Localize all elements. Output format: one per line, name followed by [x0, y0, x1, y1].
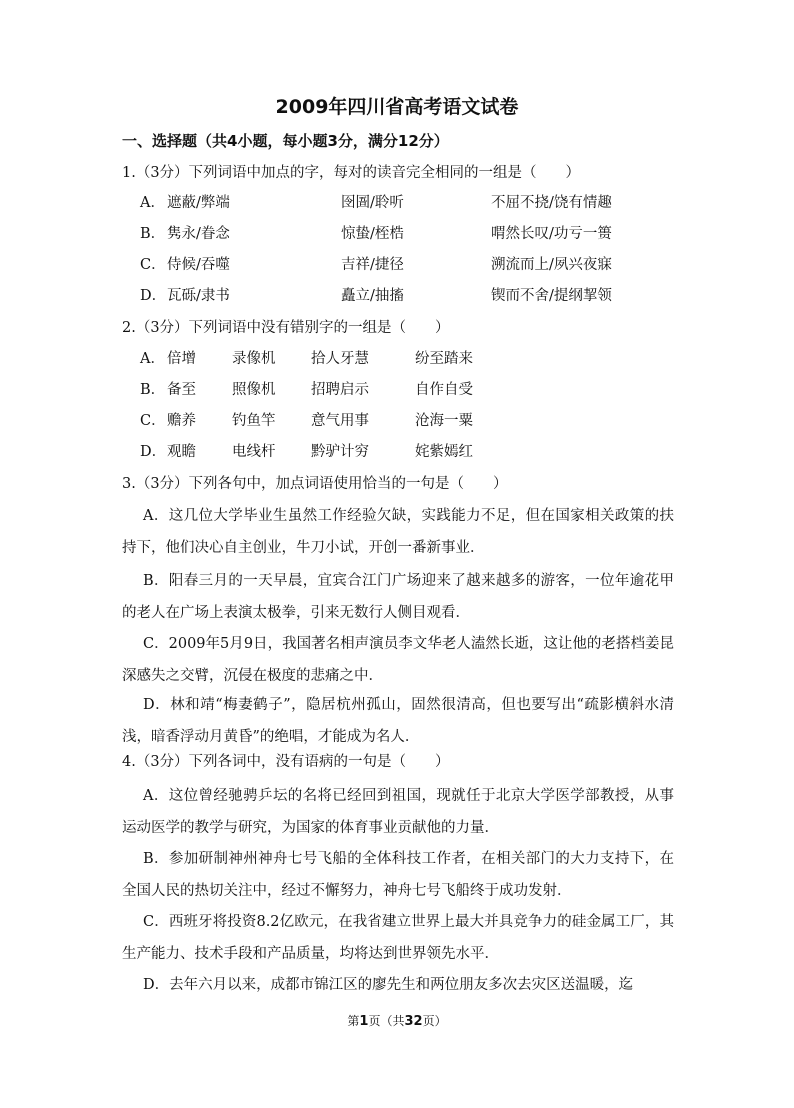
footer-suffix: 页）: [422, 1014, 447, 1028]
option-cell: 拾人牙慧: [311, 351, 369, 367]
page-footer: [0, 1012, 794, 1029]
q3-option-b: B．阳春三月的一天早晨，宜宾合江门广场迎来了越来越多的游客，一位年逾花甲的老人在广场上表演太极拳，引来无数行人侧目观看．: [122, 573, 674, 621]
option-cell: 侍候/吞噬: [167, 257, 230, 273]
option-cell: 录像机: [232, 351, 276, 367]
option-cell: 钓鱼竿: [232, 413, 276, 429]
option-cell: 吉祥/捷径: [341, 257, 404, 273]
total-pages: 32: [404, 1014, 423, 1029]
option-cell: 自作自受: [415, 382, 473, 398]
footer-mid: 页（共: [368, 1014, 405, 1028]
page-title: 2009年四川省高考语文试卷: [275, 96, 519, 118]
option-cell: 溯流而上/夙兴夜寐: [491, 257, 612, 273]
option-cell: 囹圄/聆听: [341, 195, 404, 211]
option-cell: 锲而不舍/提纲挈领: [491, 288, 612, 304]
option-cell: 惊蛰/桎梏: [341, 226, 404, 242]
option-cell: 隽永/眷念: [167, 226, 230, 242]
option-letter: D．: [140, 444, 167, 460]
q4-option-c: C．西班牙将投资8.2亿欧元，在我省建立世界上最大并具竞争力的硅金属工厂，其生产能力、技术手段和产品质量，均将达到世界领先水平．: [122, 914, 674, 962]
option-cell: 纷至踏来: [415, 351, 473, 367]
q3-option-a: A．这几位大学毕业生虽然工作经验欠缺，实践能力不足，但在国家相关政策的扶持下，他们决心自主创业，牛刀小试，开创一番新事业．: [122, 508, 674, 556]
option-letter: C．: [140, 413, 166, 429]
q4-option-d: D．去年六月以来，成都市锦江区的廖先生和两位朋友多次去灾区送温暖，迄: [143, 977, 634, 993]
q4-stem: 4.（3分）下列各词中，没有语病的一句是（ ）: [122, 754, 450, 770]
q3-stem: 3.（3分）下列各句中，加点词语使用恰当的一句是（ ）: [122, 476, 508, 492]
q2-stem: 2.（3分）下列词语中没有错别字的一组是（ ）: [122, 320, 450, 336]
q4-option-b: B．参加研制神州神舟七号飞船的全体科技工作者，在相关部门的大力支持下，在全国人民的热切关注中，经过不懈努力，神舟七号飞船终于成功发射．: [122, 851, 674, 899]
option-cell: 照像机: [232, 382, 276, 398]
option-letter: A．: [140, 351, 165, 367]
option-cell: 赡养: [167, 413, 196, 429]
q4-option-a: A．这位曾经驰骋乒坛的名将已经回到祖国，现就任于北京大学医学部教授，从事运动医学的教学与研究，为国家的体育事业贡献他的力量．: [122, 788, 674, 836]
option-letter: B．: [140, 226, 166, 242]
option-cell: 电线杆: [232, 444, 276, 460]
q3-option-d: D．林和靖“梅妻鹤子”，隐居杭州孤山，固然很清高，但也要写出“疏影横斜水清浅，暗香浮动月黄昏”的绝唱，才能成为名人．: [122, 697, 674, 745]
section-heading: 一、选择题（共4小题，每小题3分，满分12分）: [122, 132, 449, 150]
option-cell: 黔驴计穷: [311, 444, 369, 460]
option-letter: D．: [140, 288, 167, 304]
option-cell: 喟然长叹/功亏一篑: [491, 226, 612, 242]
footer-prefix: 第: [347, 1014, 360, 1028]
option-cell: 倍增: [167, 351, 196, 367]
q1-stem: 1.（3分）下列词语中加点的字，每对的读音完全相同的一组是（ ）: [122, 165, 581, 181]
option-cell: 备至: [167, 382, 196, 398]
q3-option-c: C．2009年5月9日，我国著名相声演员李文华老人溘然长逝，这让他的老搭档姜昆深感失之交臂，沉侵在极度的悲痛之中．: [122, 636, 674, 684]
page-number: 1: [359, 1014, 369, 1029]
option-letter: C．: [140, 257, 166, 273]
option-cell: 沧海一粟: [415, 413, 473, 429]
option-cell: 瓦砾/隶书: [167, 288, 230, 304]
option-cell: 矗立/抽搐: [341, 288, 404, 304]
option-cell: 不屈不挠/饶有情趣: [491, 195, 612, 211]
option-cell: 招聘启示: [311, 382, 369, 398]
option-letter: A．: [140, 195, 165, 211]
option-cell: 遮蔽/弊端: [167, 195, 230, 211]
option-cell: 观瞻: [167, 444, 196, 460]
option-cell: 姹紫嫣红: [415, 444, 473, 460]
option-letter: B．: [140, 382, 166, 398]
option-cell: 意气用事: [311, 413, 369, 429]
